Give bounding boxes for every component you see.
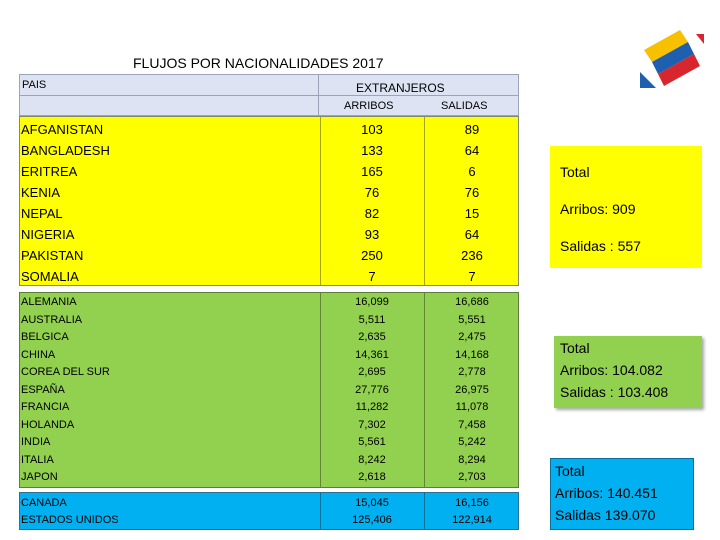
summary-blue (550, 458, 694, 530)
arribos-value: 16,099 (355, 296, 389, 308)
salidas-value: 2,475 (458, 331, 486, 343)
summary-arribos: Arribos: 140.451 (555, 485, 658, 501)
country-name: COREA DEL SUR (21, 366, 110, 378)
country-name: BELGICA (21, 331, 69, 343)
arribos-value: 2,635 (358, 331, 386, 343)
arribos-value: 15,045 (355, 497, 389, 509)
page-title: FLUJOS POR NACIONALIDADES 2017 (133, 55, 384, 71)
country-names (21, 294, 311, 487)
country-name: AUSTRALIA (21, 313, 83, 326)
summary-yellow (550, 146, 702, 268)
country-name: CANADA (21, 497, 67, 509)
salidas-value: 64 (464, 227, 480, 242)
country-name: ESPAÑA (21, 383, 65, 396)
country-name: ALEMANIA (21, 296, 77, 308)
salidas-value: 64 (464, 143, 480, 158)
salidas-value: 8,294 (458, 453, 486, 466)
country-name: BANGLADESH (21, 143, 110, 158)
arribos-value: 2,618 (358, 471, 386, 483)
header-arribos: ARRIBOS (344, 100, 394, 112)
salidas-value: 89 (464, 122, 480, 137)
header-extranjeros: EXTRANJEROS (356, 81, 445, 95)
salidas-column (424, 495, 520, 529)
arribos-value: 165 (361, 164, 383, 179)
salidas-value: 5,242 (458, 436, 486, 448)
salidas-value: 236 (461, 248, 483, 263)
arribos-value: 7 (368, 269, 376, 284)
brand-logo-icon (636, 28, 706, 90)
summary-total-label: Total (555, 463, 585, 479)
country-name: NEPAL (21, 206, 63, 221)
arribos-value: 133 (361, 143, 383, 158)
country-name: ESTADOS UNIDOS (21, 514, 119, 526)
salidas-value: 76 (464, 185, 480, 200)
salidas-value: 6 (468, 164, 476, 179)
country-name: INDIA (21, 436, 51, 448)
summary-salidas: Salidas 139.070 (555, 507, 656, 523)
country-name: ERITREA (21, 164, 78, 179)
country-names (21, 495, 311, 529)
country-name: FRANCIA (21, 401, 70, 413)
summary-total-label: Total (560, 164, 590, 180)
arribos-value: 125,406 (352, 514, 392, 526)
header-salidas: SALIDAS (441, 100, 488, 112)
arribos-value: 11,282 (355, 401, 389, 413)
arribos-column (320, 294, 424, 487)
salidas-value: 7 (468, 269, 476, 284)
arribos-value: 250 (361, 248, 383, 263)
summary-arribos: Arribos: 909 (560, 201, 636, 217)
country-name: SOMALIA (21, 269, 79, 284)
salidas-value: 16,686 (455, 296, 489, 308)
salidas-value: 11,078 (455, 401, 489, 413)
salidas-value: 14,168 (455, 348, 489, 361)
salidas-value: 15 (464, 206, 480, 221)
country-name: KENIA (21, 185, 61, 200)
arribos-column (320, 495, 424, 529)
salidas-value: 5,551 (458, 313, 486, 326)
salidas-value: 26,975 (455, 383, 489, 396)
salidas-value: 122,914 (452, 514, 492, 526)
arribos-value: 93 (364, 227, 380, 242)
country-names (21, 119, 311, 285)
summary-arribos: Arribos: 104.082 (560, 362, 663, 378)
country-name: PAKISTAN (21, 248, 84, 263)
country-name: NIGERIA (21, 227, 75, 242)
arribos-column (320, 119, 424, 285)
salidas-column (424, 119, 520, 285)
arribos-value: 14,361 (355, 348, 389, 361)
arribos-value: 27,776 (355, 383, 389, 396)
summary-salidas: Salidas : 557 (560, 238, 641, 254)
arribos-value: 8,242 (358, 453, 386, 466)
salidas-column (424, 294, 520, 487)
group-yellow (19, 116, 519, 286)
country-name: CHINA (21, 348, 56, 361)
arribos-value: 76 (364, 185, 380, 200)
summary-total-label: Total (560, 340, 590, 356)
arribos-value: 103 (361, 122, 383, 137)
country-name: JAPON (21, 471, 58, 483)
arribos-value: 5,511 (358, 313, 386, 326)
arribos-value: 82 (364, 206, 380, 221)
country-name: AFGANISTAN (21, 122, 104, 137)
group-blue (19, 492, 519, 530)
country-name: HOLANDA (21, 418, 75, 431)
summary-green (554, 336, 702, 408)
country-name: ITALIA (21, 453, 54, 466)
summary-salidas: Salidas : 103.408 (560, 384, 669, 400)
arribos-value: 7,302 (358, 418, 386, 431)
arribos-value: 5,561 (358, 436, 386, 448)
salidas-value: 2,703 (458, 471, 486, 483)
group-green (19, 292, 519, 488)
arribos-value: 2,695 (358, 366, 386, 378)
salidas-value: 7,458 (458, 418, 486, 431)
header-pais: PAIS (22, 79, 47, 91)
salidas-value: 16,156 (455, 497, 489, 509)
salidas-value: 2,778 (458, 366, 486, 378)
